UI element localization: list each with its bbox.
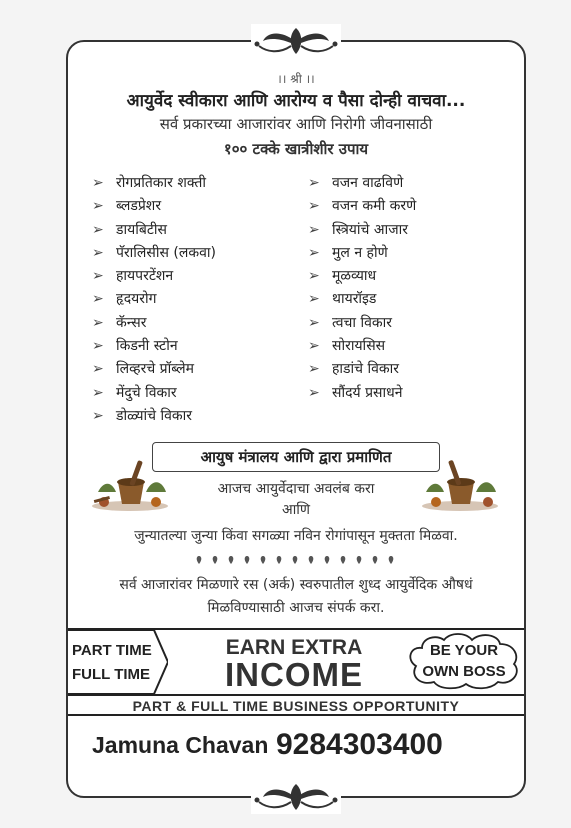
list-item: ➢ रोगप्रतिकार शक्ती — [92, 172, 216, 195]
cloud-bubble-icon — [404, 632, 524, 690]
income-promo-band — [68, 628, 524, 692]
arrow-bullet-icon: ➢ — [92, 268, 104, 285]
ailment-list-left — [92, 172, 216, 428]
certification-badge: आयुष मंत्रालय आणि द्वारा प्रमाणित — [152, 442, 440, 472]
arrow-tab-icon — [68, 630, 168, 694]
list-item: ➢ वजन कमी करणे — [308, 195, 416, 218]
list-item: ➢ हायपरटेंशन — [92, 265, 216, 288]
bottom-ornament-icon — [251, 780, 341, 814]
arrow-bullet-icon: ➢ — [308, 291, 320, 308]
list-item: ➢ ब्लडप्रेशर — [92, 195, 216, 218]
contact-name: Jamuna Chavan — [92, 732, 269, 758]
arrow-bullet-icon: ➢ — [92, 384, 104, 401]
arrow-bullet-icon: ➢ — [92, 361, 104, 378]
contact-phone: 9284303400 — [276, 728, 443, 761]
headline: आयुर्वेद स्वीकारा आणि आरोग्य व पैसा दोन्ही वाचवा... — [126, 91, 466, 111]
arrow-bullet-icon: ➢ — [92, 198, 104, 215]
list-item: ➢ वजन वाढविणे — [308, 172, 416, 195]
arrow-bullet-icon: ➢ — [92, 338, 104, 355]
list-item: ➢ डोळ्यांचे विकार — [92, 405, 216, 428]
arrow-bullet-icon: ➢ — [92, 244, 104, 261]
arrow-bullet-icon: ➢ — [308, 221, 320, 238]
arrow-bullet-icon: ➢ — [308, 361, 320, 378]
list-item: ➢ मेंदुचे विकार — [92, 382, 216, 405]
ailment-list-right — [308, 172, 416, 405]
own-boss-label: OWN BOSS — [422, 663, 506, 680]
arrow-bullet-icon: ➢ — [92, 291, 104, 308]
arrow-bullet-icon: ➢ — [308, 384, 320, 401]
arrow-bullet-icon: ➢ — [308, 314, 320, 331]
guarantee-line: १०० टक्के खात्रीशीर उपाय — [223, 140, 369, 158]
list-item: ➢ डायबिटीस — [92, 219, 216, 242]
income-label: INCOME — [225, 656, 363, 693]
medicine-line: सर्व आजारांवर मिळणारे रस (अर्क) स्वरुपातील शुध्द आयुर्वेदिक औषधं — [119, 577, 473, 593]
arrow-bullet-icon: ➢ — [308, 338, 320, 355]
arrow-bullet-icon: ➢ — [92, 221, 104, 238]
list-item: ➢ पॅरालिसीस (लकवा) — [92, 242, 216, 265]
list-item: ➢ थायरॉइड — [308, 288, 416, 311]
list-item: ➢ हृदयरोग — [92, 288, 216, 311]
arrow-bullet-icon: ➢ — [92, 407, 104, 424]
opportunity-band — [68, 694, 524, 716]
lotus-divider-icon — [194, 555, 400, 565]
list-item: ➢ सौंदर्य प्रसाधने — [308, 382, 416, 405]
arrow-bullet-icon: ➢ — [308, 268, 320, 285]
list-item: ➢ मूळव्याध — [308, 265, 416, 288]
cure-line: जुन्यातल्या जुन्या किंवा सगळ्या नविन रोगांपासून मुक्तता मिळवा. — [134, 528, 458, 544]
earn-extra-label: EARN EXTRA — [225, 636, 363, 659]
opportunity-label: PART & FULL TIME BUSINESS OPPORTUNITY — [132, 698, 460, 714]
list-item: ➢ लिव्हरचे प्रॉब्लेम — [92, 358, 216, 381]
arrow-bullet-icon: ➢ — [308, 244, 320, 261]
list-item: ➢ स्त्रियांचे आजार — [308, 219, 416, 242]
contact-today-line: मिळविण्यासाठी आजच संपर्क करा. — [207, 600, 385, 616]
be-your-label: BE YOUR — [429, 642, 499, 659]
full-time-label: FULL TIME — [72, 666, 151, 683]
list-item: ➢ सोरायसिस — [308, 335, 416, 358]
shri-invocation: ।। श्री ।। — [277, 72, 315, 86]
arrow-bullet-icon: ➢ — [308, 175, 320, 191]
list-item: ➢ मुल न होणे — [308, 242, 416, 265]
top-ornament-icon — [251, 24, 341, 58]
adopt-ayurveda-line: आजच आयुर्वेदाचा अवलंब करा — [217, 481, 375, 497]
and-line: आणि — [281, 502, 311, 518]
list-item: ➢ किडनी स्टोन — [92, 335, 216, 358]
arrow-bullet-icon: ➢ — [92, 175, 104, 191]
list-item: ➢ कॅन्सर — [92, 312, 216, 335]
list-item: ➢ हाडांचे विकार — [308, 358, 416, 381]
part-time-label: PART TIME — [72, 642, 152, 659]
subheadline: सर्व प्रकारच्या आजारांवर आणि निरोगी जीवनासाठी — [159, 115, 433, 133]
arrow-bullet-icon: ➢ — [308, 198, 320, 215]
poster-frame — [66, 40, 526, 798]
list-item: ➢ त्वचा विकार — [308, 312, 416, 335]
arrow-bullet-icon: ➢ — [92, 314, 104, 331]
